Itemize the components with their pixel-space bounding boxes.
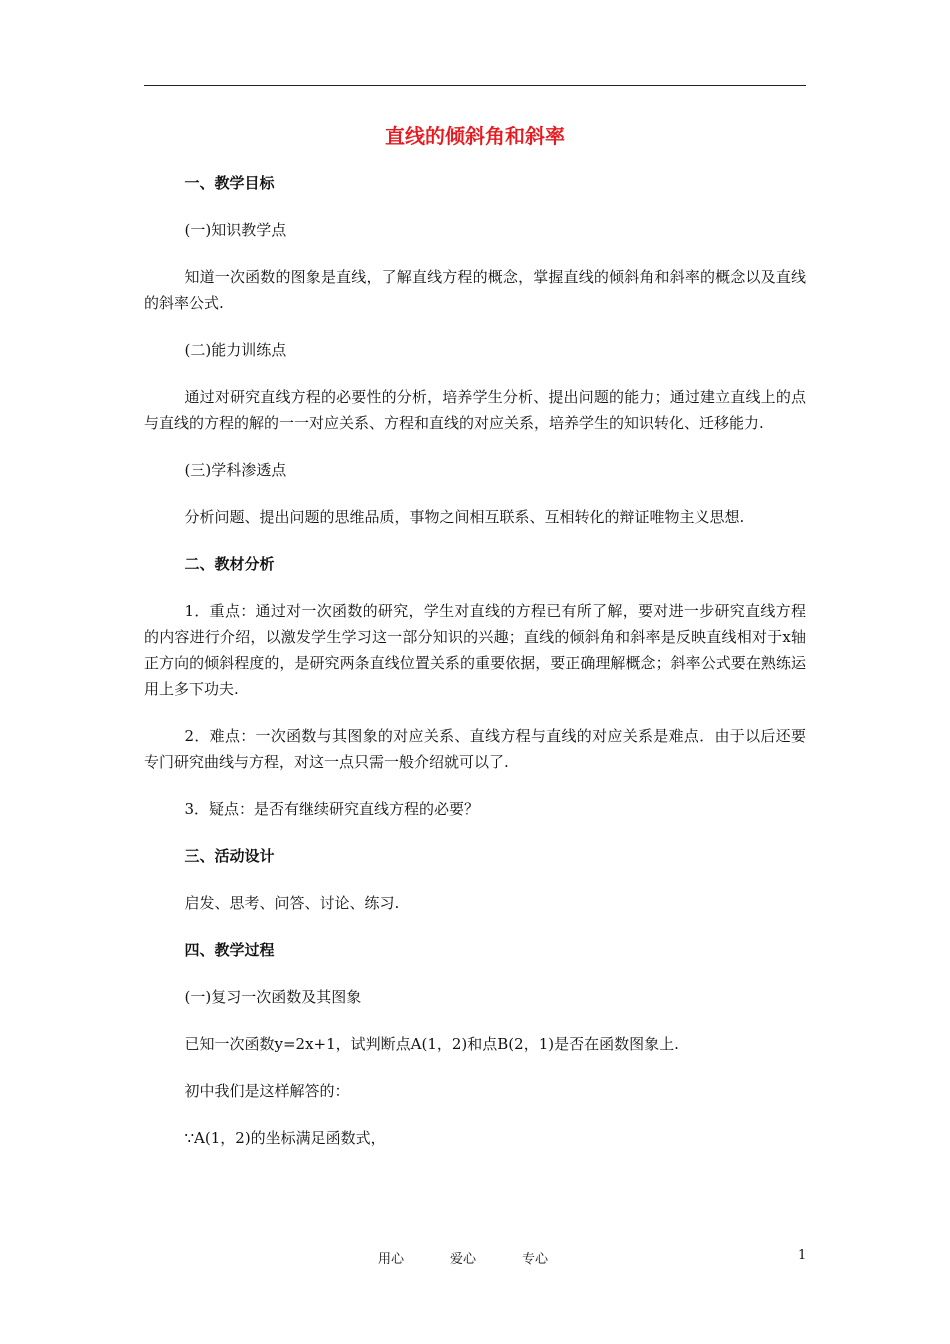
body-paragraph: 启发、思考、问答、讨论、练习. [184,894,400,912]
footer-motto-word: 爱心 [450,1252,477,1267]
document-body [144,170,806,1172]
body-paragraph: 已知一次函数y=2x+1，试判断点A(1，2)和点B(2，1)是否在函数图象上. [184,1035,679,1053]
subsection-heading: (一)复习一次函数及其图象 [184,988,362,1006]
subsection-heading: (三)学科渗透点 [184,461,287,479]
footer-motto-word: 用心 [378,1252,405,1267]
footer-motto [378,1248,594,1267]
subsection-heading: (二)能力训练点 [184,341,287,359]
section-heading: 四、教学过程 [184,941,275,959]
page-footer [0,1248,950,1268]
page-number: 1 [798,1248,807,1263]
body-paragraph: 2．难点：一次函数与其图象的对应关系、直线方程与直线的对应关系是难点．由于以后还要专门研究曲线与方程，对这一点只需一般介绍就可以了. [144,727,806,771]
body-paragraph: 通过对研究直线方程的必要性的分析，培养学生分析、提出问题的能力；通过建立直线上的点与直线的方程的解的一一对应关系、方程和直线的对应关系，培养学生的知识转化、迁移能力. [144,388,806,432]
document-title: 直线的倾斜角和斜率 [385,124,565,148]
body-paragraph: 分析问题、提出问题的思维品质，事物之间相互联系、互相转化的辩证唯物主义思想. [184,508,745,526]
body-paragraph: ∵A(1，2)的坐标满足函数式， [184,1129,386,1147]
section-heading: 一、教学目标 [184,174,275,192]
body-paragraph: 知道一次函数的图象是直线，了解直线方程的概念，掌握直线的倾斜角和斜率的概念以及直线的斜率公式. [144,268,806,312]
body-paragraph: 3．疑点：是否有继续研究直线方程的必要？ [184,800,480,818]
header-rule [144,85,806,86]
body-paragraph: 1．重点：通过对一次函数的研究，学生对直线的方程已有所了解，要对进一步研究直线方程的内容进行介绍，以激发学生学习这一部分知识的兴趣；直线的倾斜角和斜率是反映直线相对于x轴正方向的倾斜程度的，是研究两条直线位置关系的重要依据，要正确理解概念；斜率公式要在熟练运用上多下功夫. [144,602,806,698]
section-heading: 二、教材分析 [184,555,275,573]
body-paragraph: 初中我们是这样解答的： [184,1082,350,1100]
footer-motto-word: 专心 [522,1252,549,1267]
subsection-heading: (一)知识教学点 [184,221,287,239]
section-heading: 三、活动设计 [184,847,275,865]
